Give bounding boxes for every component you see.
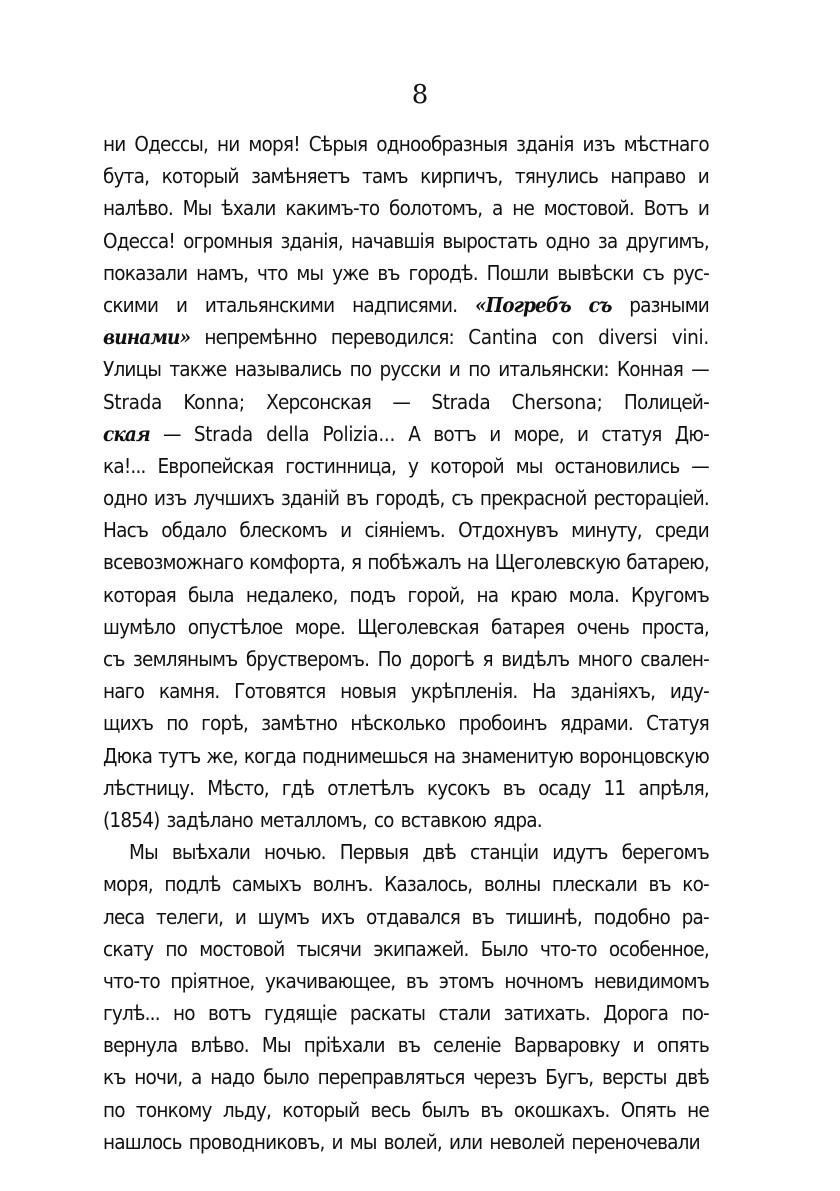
text-line: скими и итальянскими надписями. «Погребъ съ разными [103, 292, 709, 317]
text-line: ская — Strada della Polizia... А вотъ и море, и статуя Дю- [103, 421, 709, 446]
text-line: налѣво. Мы ѣхали какимъ-то болотомъ, а не мостовой. Вотъ и [103, 196, 709, 221]
text-line: леса телеги, и шумъ ихъ отдавался въ тишинѣ, подобно ра- [103, 904, 709, 929]
paragraph [103, 128, 709, 836]
text-line: бута, который замѣняетъ тамъ кирпичъ, тянулись направо и [103, 164, 709, 189]
text-line: нашлось проводниковъ, и мы волей, или неволей переночевали [103, 1129, 700, 1154]
text-line: гулѣ... но вотъ гудящіе раскаты стали затихать. Дорога по- [103, 1001, 709, 1026]
text-line: Одесса! огромныя зданія, начавшія выростать одно за другимъ, [103, 228, 709, 253]
text-line: Дюка тутъ же, когда поднимешься на знаменитую воронцовскую [103, 743, 709, 768]
text-line: показали намъ, что мы уже въ городѣ. Пошли вывѣски съ рус- [103, 260, 709, 285]
text-line: моря, подлѣ самыхъ волнъ. Казалось, волны плескали въ ко- [103, 872, 709, 897]
paragraph [103, 836, 709, 1158]
text-line: по тонкому льду, который весь былъ въ окошкахъ. Опять не [103, 1097, 709, 1122]
text-line: ни Одессы, ни моря! Сѣрыя однообразныя зданія изъ мѣстнаго [103, 132, 709, 156]
text-line: которая была недалеко, подъ горой, на краю мола. Кругомъ [103, 582, 709, 607]
text-line: Strada Konna; Херсонская — Strada Chersona; Полицей- [103, 389, 709, 414]
text-line: Мы выѣхали ночью. Первыя двѣ станціи идутъ берегомъ [129, 840, 709, 865]
text-line: щихъ по горѣ, замѣтно нѣсколько пробоинъ ядрами. Статуя [103, 711, 709, 736]
text-line: одно изъ лучшихъ зданій въ городѣ, съ прекрасной ресторацiей. [103, 486, 709, 511]
text-line: вернула влѣво. Мы пріѣхали въ селеніе Варваровку и опять [103, 1033, 709, 1058]
text-line: шумѣло опустѣлое море. Щеголевская батарея очень проста, [103, 614, 709, 639]
text-line: ка!... Европейская гостинница, у которой мы остановились — [103, 453, 709, 478]
text-line: что-то пріятное, укачивающее, въ этомъ ночномъ невидимомъ [103, 968, 709, 993]
text-line: скату по мостовой тысячи экипажей. Было что-то особенное, [103, 936, 709, 961]
text-line: (1854) задѣлано металломъ, со вставкою ядра. [103, 807, 542, 832]
page-number: 8 [411, 80, 429, 110]
text-body [103, 128, 709, 1158]
text-line: всевозможнаго комфорта, я побѣжалъ на Щеголевскую батарею, [103, 550, 709, 575]
text-line: винами» непремѣнно переводился: Cantina con diversi vini. [103, 325, 709, 350]
text-line: съ землянымъ брустверомъ. По дорогѣ я видѣлъ много свален- [103, 647, 709, 671]
text-line: наго камня. Готовятся новыя укрѣпленія. На зданіяхъ, иду- [103, 679, 709, 704]
text-line: Насъ обдало блескомъ и сіяніемъ. Отдохнувъ минуту, среди [103, 518, 709, 543]
text-line: Улицы также назывались по русски и по итальянски: Конная — [103, 357, 709, 382]
text-line: лѣстницу. Мѣсто, гдѣ отлетѣлъ кусокъ въ осаду 11 апрѣля, [103, 775, 709, 800]
text-line: къ ночи, а надо было переправляться черезъ Бугъ, версты двѣ [103, 1065, 709, 1090]
